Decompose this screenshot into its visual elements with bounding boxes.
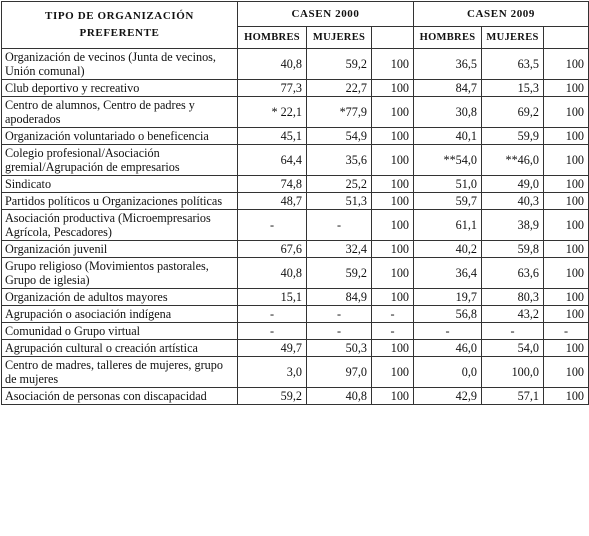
total-2009-cell: 100 bbox=[544, 357, 589, 388]
table-row bbox=[2, 340, 589, 357]
hombres-2000-cell: 74,8 bbox=[238, 176, 307, 193]
hombres-2009-cell: 19,7 bbox=[414, 289, 482, 306]
total-2000-cell: - bbox=[372, 323, 414, 340]
hombres-2000-cell: 77,3 bbox=[238, 80, 307, 97]
table-row bbox=[2, 145, 589, 176]
table-row bbox=[2, 306, 589, 323]
total-2000-cell: 100 bbox=[372, 49, 414, 80]
total-2000-cell: 100 bbox=[372, 80, 414, 97]
org-type-cell: Grupo religioso (Movimientos pastorales, Grupo de iglesia) bbox=[2, 258, 238, 289]
mujeres-2000-cell: 97,0 bbox=[307, 357, 372, 388]
total-2009-cell: 100 bbox=[544, 241, 589, 258]
total-2009-cell: - bbox=[544, 323, 589, 340]
table-row bbox=[2, 80, 589, 97]
mujeres-2009-cell: 43,2 bbox=[482, 306, 544, 323]
org-type-cell: Agrupación o asociación indígena bbox=[2, 306, 238, 323]
total-2009-cell: 100 bbox=[544, 340, 589, 357]
hombres-2009-cell: 56,8 bbox=[414, 306, 482, 323]
mujeres-2000-cell: 51,3 bbox=[307, 193, 372, 210]
hombres-2009-cell: 59,7 bbox=[414, 193, 482, 210]
mujeres-2009-cell: 59,9 bbox=[482, 128, 544, 145]
mujeres-2009-cell: - bbox=[482, 323, 544, 340]
total-2009-cell: 100 bbox=[544, 97, 589, 128]
hombres-2009-cell: 40,1 bbox=[414, 128, 482, 145]
mujeres-2009-cell: 100,0 bbox=[482, 357, 544, 388]
total-2009-cell: 100 bbox=[544, 289, 589, 306]
hombres-2009-cell: 42,9 bbox=[414, 388, 482, 405]
total-2000-cell: 100 bbox=[372, 193, 414, 210]
org-type-cell: Colegio profesional/Asociación gremial/Agrupación de empresarios bbox=[2, 145, 238, 176]
total-2000-cell: 100 bbox=[372, 289, 414, 306]
hombres-2009-cell: 84,7 bbox=[414, 80, 482, 97]
hombres-2000-cell: - bbox=[238, 306, 307, 323]
hombres-2000-cell: 48,7 bbox=[238, 193, 307, 210]
mujeres-2000-cell: *77,9 bbox=[307, 97, 372, 128]
total-2000-cell: 100 bbox=[372, 145, 414, 176]
table-row bbox=[2, 323, 589, 340]
table-row bbox=[2, 357, 589, 388]
table-row bbox=[2, 258, 589, 289]
org-type-header-line1: TIPO DE ORGANIZACIÓN bbox=[45, 10, 194, 22]
hombres-2009-cell: **54,0 bbox=[414, 145, 482, 176]
total-2000-cell: 100 bbox=[372, 97, 414, 128]
table-row bbox=[2, 289, 589, 306]
total-2009-cell: 100 bbox=[544, 49, 589, 80]
total-2000-cell: 100 bbox=[372, 340, 414, 357]
mujeres-2000-cell: - bbox=[307, 210, 372, 241]
table-header bbox=[2, 2, 589, 49]
org-type-cell: Partidos políticos u Organizaciones políticas bbox=[2, 193, 238, 210]
table-row bbox=[2, 176, 589, 193]
total-2000-cell: 100 bbox=[372, 241, 414, 258]
hombres-2000-cell: - bbox=[238, 210, 307, 241]
total-2009-cell: 100 bbox=[544, 128, 589, 145]
total-2000-cell: 100 bbox=[372, 176, 414, 193]
total-2000-cell: 100 bbox=[372, 210, 414, 241]
hombres-2000-cell: 45,1 bbox=[238, 128, 307, 145]
org-type-cell: Asociación de personas con discapacidad bbox=[2, 388, 238, 405]
hombres-2009-cell: 0,0 bbox=[414, 357, 482, 388]
total-2009-cell: 100 bbox=[544, 145, 589, 176]
mujeres-2000-cell: 54,9 bbox=[307, 128, 372, 145]
mujeres-2009-cell: 63,6 bbox=[482, 258, 544, 289]
mujeres-2009-cell: 40,3 bbox=[482, 193, 544, 210]
total-2009-cell: 100 bbox=[544, 388, 589, 405]
total-2009-cell: 100 bbox=[544, 306, 589, 323]
table-row bbox=[2, 210, 589, 241]
hombres-2000-cell: 64,4 bbox=[238, 145, 307, 176]
org-type-cell: Centro de alumnos, Centro de padres y apoderados bbox=[2, 97, 238, 128]
hombres-2000-cell: 67,6 bbox=[238, 241, 307, 258]
total-2000-header bbox=[372, 27, 414, 49]
mujeres-2000-header: MUJERES bbox=[307, 27, 372, 49]
mujeres-2000-cell: 35,6 bbox=[307, 145, 372, 176]
total-2009-cell: 100 bbox=[544, 176, 589, 193]
hombres-2000-cell: 40,8 bbox=[238, 258, 307, 289]
mujeres-2000-cell: 84,9 bbox=[307, 289, 372, 306]
mujeres-2009-cell: 57,1 bbox=[482, 388, 544, 405]
hombres-2000-cell: 15,1 bbox=[238, 289, 307, 306]
table-row bbox=[2, 49, 589, 80]
hombres-2009-cell: 36,4 bbox=[414, 258, 482, 289]
hombres-2009-cell: 46,0 bbox=[414, 340, 482, 357]
mujeres-2000-cell: 22,7 bbox=[307, 80, 372, 97]
hombres-2000-cell: 49,7 bbox=[238, 340, 307, 357]
mujeres-2009-cell: **46,0 bbox=[482, 145, 544, 176]
mujeres-2000-cell: - bbox=[307, 306, 372, 323]
org-type-header bbox=[2, 2, 238, 49]
hombres-2009-cell: 51,0 bbox=[414, 176, 482, 193]
table-row bbox=[2, 388, 589, 405]
mujeres-2009-cell: 38,9 bbox=[482, 210, 544, 241]
total-2000-cell: 100 bbox=[372, 128, 414, 145]
hombres-2009-cell: 40,2 bbox=[414, 241, 482, 258]
mujeres-2009-cell: 54,0 bbox=[482, 340, 544, 357]
casen-2000-header: CASEN 2000 bbox=[238, 2, 414, 27]
table-body bbox=[2, 49, 589, 405]
mujeres-2000-cell: 59,2 bbox=[307, 258, 372, 289]
total-2000-cell: - bbox=[372, 306, 414, 323]
table-row bbox=[2, 193, 589, 210]
hombres-2009-cell: 30,8 bbox=[414, 97, 482, 128]
total-2000-cell: 100 bbox=[372, 388, 414, 405]
org-type-cell: Organización de vecinos (Junta de vecinos, Unión comunal) bbox=[2, 49, 238, 80]
mujeres-2000-cell: 59,2 bbox=[307, 49, 372, 80]
org-type-cell: Asociación productiva (Microempresarios Agrícola, Pescadores) bbox=[2, 210, 238, 241]
org-type-cell: Comunidad o Grupo virtual bbox=[2, 323, 238, 340]
total-2000-cell: 100 bbox=[372, 258, 414, 289]
total-2009-cell: 100 bbox=[544, 193, 589, 210]
org-type-cell: Sindicato bbox=[2, 176, 238, 193]
mujeres-2009-cell: 63,5 bbox=[482, 49, 544, 80]
org-type-cell: Organización juvenil bbox=[2, 241, 238, 258]
hombres-2000-cell: - bbox=[238, 323, 307, 340]
table-row bbox=[2, 97, 589, 128]
mujeres-2009-cell: 80,3 bbox=[482, 289, 544, 306]
total-2009-cell: 100 bbox=[544, 258, 589, 289]
mujeres-2009-cell: 49,0 bbox=[482, 176, 544, 193]
total-2009-cell: 100 bbox=[544, 210, 589, 241]
table-row bbox=[2, 128, 589, 145]
org-type-cell: Centro de madres, talleres de mujeres, grupo de mujeres bbox=[2, 357, 238, 388]
hombres-2000-cell: 59,2 bbox=[238, 388, 307, 405]
mujeres-2009-cell: 69,2 bbox=[482, 97, 544, 128]
hombres-2009-cell: 61,1 bbox=[414, 210, 482, 241]
org-type-cell: Club deportivo y recreativo bbox=[2, 80, 238, 97]
mujeres-2000-cell: 25,2 bbox=[307, 176, 372, 193]
hombres-2009-cell: - bbox=[414, 323, 482, 340]
mujeres-2009-cell: 15,3 bbox=[482, 80, 544, 97]
mujeres-2000-cell: 50,3 bbox=[307, 340, 372, 357]
mujeres-2000-cell: 40,8 bbox=[307, 388, 372, 405]
org-type-header-line2: PREFERENTE bbox=[79, 27, 160, 39]
org-type-cell: Organización de adultos mayores bbox=[2, 289, 238, 306]
mujeres-2009-cell: 59,8 bbox=[482, 241, 544, 258]
hombres-2000-cell: 3,0 bbox=[238, 357, 307, 388]
total-2009-cell: 100 bbox=[544, 80, 589, 97]
organization-gender-table bbox=[1, 1, 589, 405]
hombres-2009-header: HOMBRES bbox=[414, 27, 482, 49]
hombres-2000-cell: 40,8 bbox=[238, 49, 307, 80]
total-2009-header bbox=[544, 27, 589, 49]
hombres-2000-cell: * 22,1 bbox=[238, 97, 307, 128]
casen-2009-header: CASEN 2009 bbox=[414, 2, 589, 27]
total-2000-cell: 100 bbox=[372, 357, 414, 388]
table-row bbox=[2, 241, 589, 258]
mujeres-2000-cell: - bbox=[307, 323, 372, 340]
org-type-cell: Organización voluntariado o beneficencia bbox=[2, 128, 238, 145]
org-type-cell: Agrupación cultural o creación artística bbox=[2, 340, 238, 357]
hombres-2009-cell: 36,5 bbox=[414, 49, 482, 80]
mujeres-2000-cell: 32,4 bbox=[307, 241, 372, 258]
mujeres-2009-header: MUJERES bbox=[482, 27, 544, 49]
hombres-2000-header: HOMBRES bbox=[238, 27, 307, 49]
